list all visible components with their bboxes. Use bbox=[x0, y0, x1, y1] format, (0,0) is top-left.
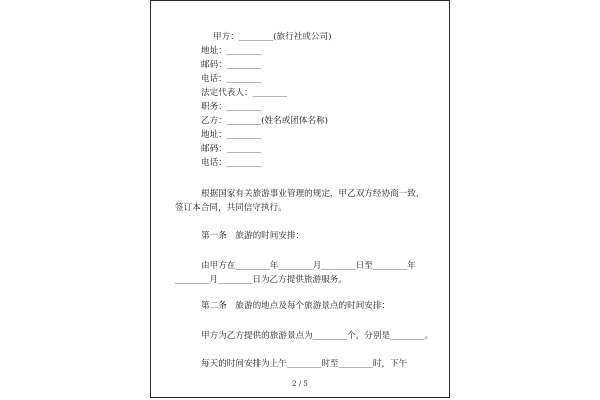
page-number: 2 / 5 bbox=[292, 380, 308, 388]
document-page bbox=[150, 0, 450, 398]
article-2-body-2: 每天的时间安排为上午________时至________时，下午 bbox=[201, 359, 408, 369]
article-1-body: 由甲方在________年________月________日至________年________月________日为乙方提供旅游服务。 bbox=[175, 261, 416, 285]
party-b-postcode-line: 邮码：________ bbox=[201, 144, 262, 154]
article-2-body-1: 甲方为乙方提供的旅游景点为________个，分别是________。 bbox=[201, 331, 434, 341]
legal-representative-line: 法定代表人：________ bbox=[201, 88, 287, 98]
position-line: 职务：________ bbox=[201, 102, 262, 112]
party-b-address-line: 地址：________ bbox=[201, 130, 262, 140]
party-a-address-line: 地址：________ bbox=[201, 46, 262, 56]
article-1-title: 第一条 旅游的时间安排： bbox=[201, 231, 305, 241]
intro-paragraph: 根据国家有关旅游事业管理的规定，甲乙双方经协商一致，签订本合同，共同信守执行。 bbox=[175, 189, 425, 213]
party-b-phone-line: 电话：________ bbox=[201, 158, 262, 168]
party-a-phone-line: 电话：________ bbox=[201, 74, 262, 84]
article-2-title: 第二条 旅游的地点及每个旅游景点的时间安排： bbox=[201, 301, 391, 311]
party-a-line: 甲方：________(旅行社或公司) bbox=[213, 32, 332, 42]
party-b-line: 乙方：________(姓名或团体名称) bbox=[201, 116, 329, 126]
party-a-postcode-line: 邮码：________ bbox=[201, 60, 262, 70]
